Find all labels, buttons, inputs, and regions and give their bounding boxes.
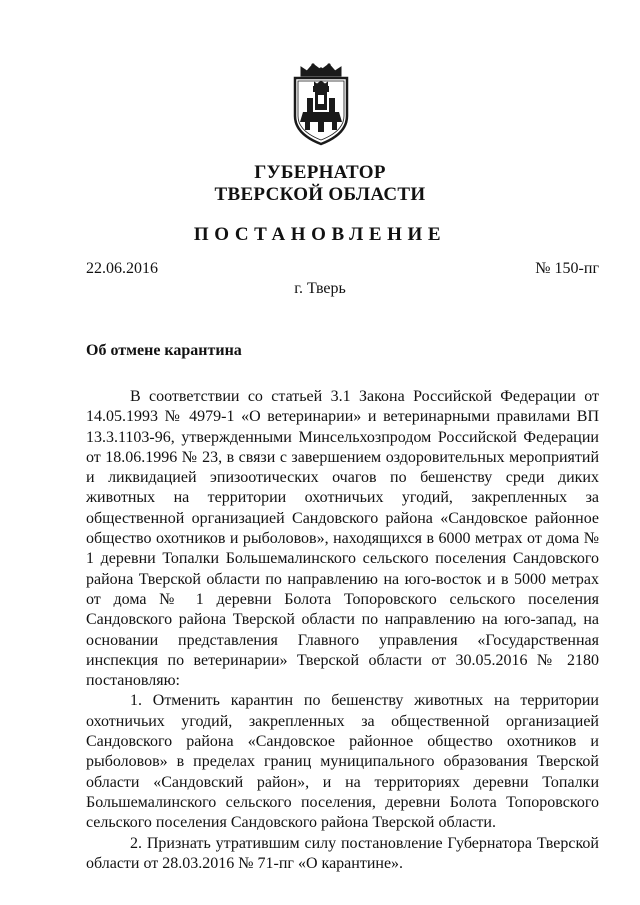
tver-coat-of-arms-icon — [287, 62, 355, 146]
body-paragraph-item-2: 2. Признать утратившим силу постановление Губернатора Тверской области от 28.03.2016 № 71-пг «О карантине». — [86, 834, 599, 872]
document-body — [86, 387, 599, 874]
document-subject: Об отмене карантина — [86, 342, 242, 359]
issuer-title-line2: ТВЕРСКОЙ ОБЛАСТИ — [214, 184, 426, 205]
document-date: 22.06.2016 — [86, 260, 158, 277]
issuer-title-line1: ГУБЕРНАТОР — [254, 162, 386, 183]
document-number: № 150-пг — [535, 260, 599, 277]
body-paragraph-intro: В соответствии со статьей 3.1 Закона Российской Федерации от 14.05.1993 № 4979-1 «О ветеринарии» и ветеринарными правилами ВП 13.3.1103-96, утвержденными Минсельхозпродом Российской Федерации от 18.06.1996 № 23, в связи с завершением оздоровительных мероприятий и ликвидацией эпизоотических очагов по бешенству среди диких животных на территории охотничьих угодий, закрепленных за общественной организацией Сандовского района «Сандовское районное общество охотников и рыболовов», находящихся в 6000 метрах от дома № 1 деревни Топалки Большемалинского сельского поселения Сандовского района Тверской области по направлению на юго-восток и в 5000 метрах от дома № 1 деревни Болота Топоровского сельского поселения Сандовского района Тверской области по направлению на юго-запад, на основании представления Главного управления «Государственная инспекция по ветеринарии» Тверской области от 30.05.2016 № 2180 постановляю: — [86, 388, 599, 690]
document-city: г. Тверь — [294, 280, 346, 297]
document-type: ПОСТАНОВЛЕНИЕ — [193, 224, 447, 245]
body-paragraph-item-1: 1. Отменить карантин по бешенству животных на территории охотничьих угодий, закрепленных за общественной организацией Сандовского района «Сандовское районное общество охотников и рыболовов» в пределах границ муниципального образования Тверской области «Сандовский район», и на территориях деревни Топалки Большемалинского сельского поселения, деревни Болота Топоровского сельского поселения Сандовского района Тверской области. — [86, 692, 599, 832]
